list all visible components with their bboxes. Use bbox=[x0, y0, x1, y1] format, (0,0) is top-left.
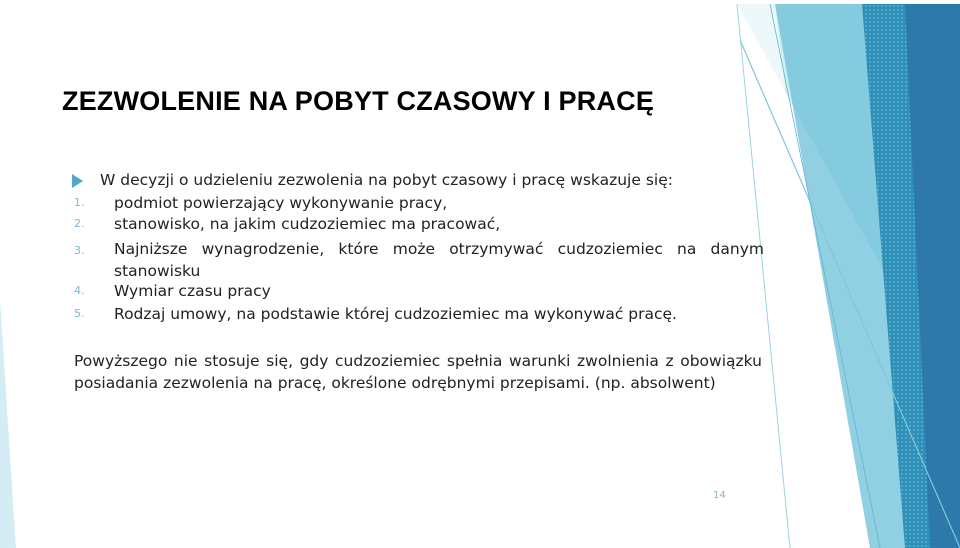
list-item-text: Wymiar czasu pracy bbox=[114, 282, 271, 300]
intro-bullet bbox=[74, 171, 673, 189]
note-paragraph: Powyższego nie stosuje się, gdy cudzoziemiec spełnia warunki zwolnienia z obowiązku posiadania zezwolenia na pracę, określone odrębnymi przepisami. (np. absolwent) bbox=[74, 352, 762, 392]
list-item-number: 5. bbox=[74, 307, 85, 320]
list-item bbox=[74, 282, 271, 300]
slide-title: ZEZWOLENIE NA POBYT CZASOWY I PRACĘ bbox=[62, 86, 655, 116]
list-item-text: Rodzaj umowy, na podstawie której cudzoziemiec ma wykonywać pracę. bbox=[114, 305, 677, 323]
list-item-number: 4. bbox=[74, 284, 85, 297]
list-item-number: 1. bbox=[74, 196, 85, 209]
list-item-text: Najniższe wynagrodzenie, które może otrzymywać cudzoziemiec na danym stanowisku bbox=[114, 240, 764, 280]
left-edge-shape bbox=[0, 300, 16, 548]
list-item-number: 2. bbox=[74, 217, 85, 230]
list-item bbox=[74, 238, 764, 282]
list-item bbox=[74, 305, 677, 323]
list-item-number: 3. bbox=[74, 244, 85, 257]
list-item bbox=[74, 215, 500, 233]
list-item-text: stanowisko, na jakim cudzoziemiec ma pracować, bbox=[114, 215, 501, 233]
list-item-text: podmiot powierzający wykonywanie pracy, bbox=[114, 194, 448, 212]
arrow-bullet-icon bbox=[72, 174, 83, 188]
intro-bullet-text: W decyzji o udzieleniu zezwolenia na pobyt czasowy i pracę wskazuje się: bbox=[100, 171, 673, 189]
list-item bbox=[74, 194, 447, 212]
page-number: 14 bbox=[713, 490, 726, 501]
